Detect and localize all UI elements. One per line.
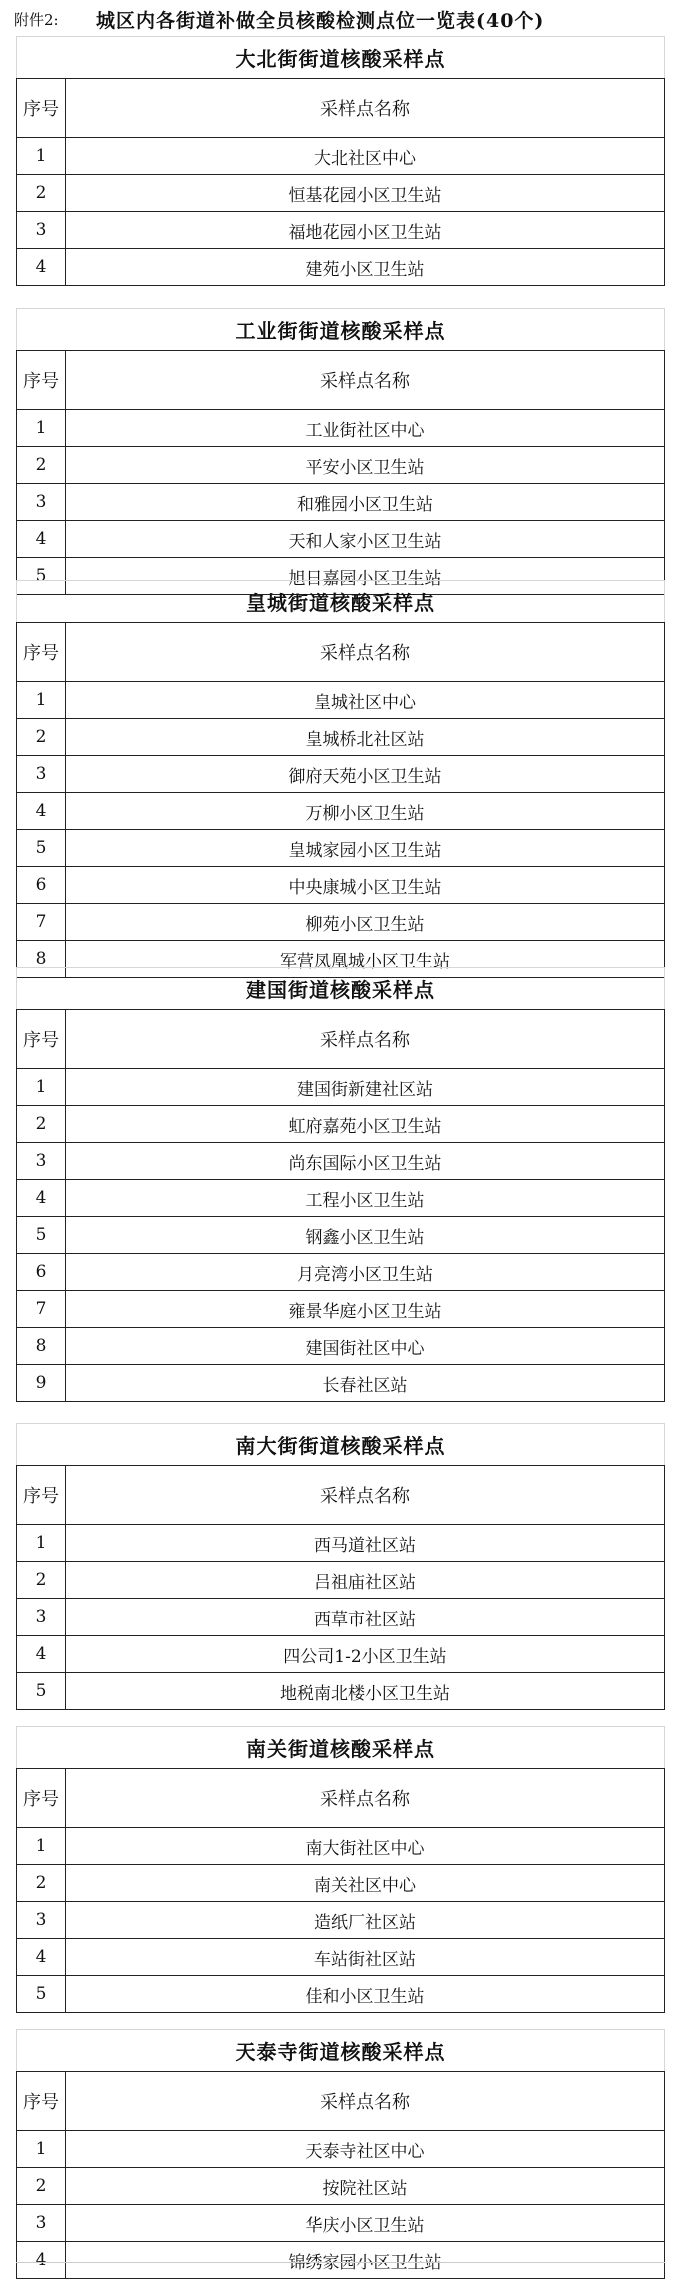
table-row	[17, 1143, 665, 1180]
row-number: 4	[17, 1636, 66, 1673]
table-header-row	[17, 623, 665, 682]
table-row	[17, 447, 665, 484]
site-name: 南大街社区中心	[66, 1828, 665, 1865]
site-name: 地税南北楼小区卫生站	[66, 1673, 665, 1710]
site-name: 西马道社区站	[66, 1525, 665, 1562]
table-row	[17, 521, 665, 558]
site-name: 四公司1-2小区卫生站	[66, 1636, 665, 1673]
row-number: 8	[17, 941, 66, 978]
table-row	[17, 1069, 665, 1106]
table-row	[17, 249, 665, 286]
column-header-name: 采样点名称	[66, 2072, 665, 2131]
section	[16, 36, 665, 286]
row-number: 4	[17, 521, 66, 558]
table-row	[17, 904, 665, 941]
column-header-no: 序号	[17, 351, 66, 410]
site-name: 福地花园小区卫生站	[66, 212, 665, 249]
row-number: 8	[17, 1328, 66, 1365]
table-row	[17, 1562, 665, 1599]
site-name: 佳和小区卫生站	[66, 1976, 665, 2013]
table-row	[17, 410, 665, 447]
row-number: 1	[17, 1525, 66, 1562]
site-name: 天和人家小区卫生站	[66, 521, 665, 558]
row-number: 4	[17, 2242, 66, 2279]
row-number: 2	[17, 1106, 66, 1143]
row-number: 4	[17, 793, 66, 830]
section	[16, 2029, 665, 2279]
site-name: 旭日嘉园小区卫生站	[66, 558, 665, 595]
table-header-row	[17, 79, 665, 138]
row-number: 3	[17, 1599, 66, 1636]
row-number: 3	[17, 1902, 66, 1939]
table-row	[17, 1673, 665, 1710]
site-name: 军营凤凰城小区卫生站	[66, 941, 665, 978]
column-header-no: 序号	[17, 1466, 66, 1525]
row-number: 3	[17, 756, 66, 793]
site-name: 柳苑小区卫生站	[66, 904, 665, 941]
column-header-name: 采样点名称	[66, 1466, 665, 1525]
row-number: 7	[17, 1291, 66, 1328]
row-number: 7	[17, 904, 66, 941]
table-row	[17, 1828, 665, 1865]
table-row	[17, 682, 665, 719]
row-number: 6	[17, 867, 66, 904]
row-number: 2	[17, 2168, 66, 2205]
table-row	[17, 2242, 665, 2279]
row-number: 1	[17, 2131, 66, 2168]
row-number: 2	[17, 719, 66, 756]
table-header-row	[17, 1769, 665, 1828]
site-name: 建苑小区卫生站	[66, 249, 665, 286]
table-row	[17, 2131, 665, 2168]
site-name: 皇城家园小区卫生站	[66, 830, 665, 867]
table-row	[17, 1217, 665, 1254]
site-name: 建国街新建社区站	[66, 1069, 665, 1106]
sampling-site-table	[16, 1768, 665, 2013]
site-name: 皇城社区中心	[66, 682, 665, 719]
table-row	[17, 1525, 665, 1562]
site-name: 钢鑫小区卫生站	[66, 1217, 665, 1254]
site-name: 御府天苑小区卫生站	[66, 756, 665, 793]
site-name: 中央康城小区卫生站	[66, 867, 665, 904]
table-row	[17, 1365, 665, 1402]
section-title: 天泰寺街道核酸采样点	[16, 2029, 665, 2071]
row-number: 3	[17, 1143, 66, 1180]
table-row	[17, 867, 665, 904]
site-name: 万柳小区卫生站	[66, 793, 665, 830]
site-name: 造纸厂社区站	[66, 1902, 665, 1939]
section-title: 建国街道核酸采样点	[16, 967, 665, 1009]
table-row	[17, 1865, 665, 1902]
column-header-name: 采样点名称	[66, 623, 665, 682]
row-number: 2	[17, 175, 66, 212]
section	[16, 580, 665, 978]
document-header	[0, 0, 677, 36]
section	[16, 967, 665, 1402]
row-number: 2	[17, 1865, 66, 1902]
table-row	[17, 1939, 665, 1976]
sampling-site-table	[16, 1465, 665, 1710]
row-number: 1	[17, 1828, 66, 1865]
row-number: 2	[17, 447, 66, 484]
table-header-row	[17, 1466, 665, 1525]
row-number: 1	[17, 1069, 66, 1106]
section-title: 南关街道核酸采样点	[16, 1726, 665, 1768]
row-number: 5	[17, 558, 66, 595]
table-row	[17, 1254, 665, 1291]
site-name: 雍景华庭小区卫生站	[66, 1291, 665, 1328]
site-name: 和雅园小区卫生站	[66, 484, 665, 521]
site-name: 工程小区卫生站	[66, 1180, 665, 1217]
section-title: 工业街街道核酸采样点	[16, 308, 665, 350]
table-row	[17, 793, 665, 830]
column-header-no: 序号	[17, 623, 66, 682]
row-number: 1	[17, 410, 66, 447]
sampling-site-table	[16, 350, 665, 595]
table-header-row	[17, 2072, 665, 2131]
row-number: 5	[17, 1217, 66, 1254]
site-name: 尚东国际小区卫生站	[66, 1143, 665, 1180]
section-title: 南大街街道核酸采样点	[16, 1423, 665, 1465]
column-header-no: 序号	[17, 79, 66, 138]
row-number: 1	[17, 682, 66, 719]
section-title: 皇城街道核酸采样点	[16, 580, 665, 622]
page-bottom-divider	[16, 2262, 665, 2263]
table-row	[17, 212, 665, 249]
site-name: 南关社区中心	[66, 1865, 665, 1902]
site-name: 建国街社区中心	[66, 1328, 665, 1365]
section	[16, 1423, 665, 1710]
row-number: 2	[17, 1562, 66, 1599]
row-number: 3	[17, 484, 66, 521]
row-number: 3	[17, 212, 66, 249]
site-name: 西草市社区站	[66, 1599, 665, 1636]
table-row	[17, 1599, 665, 1636]
site-name: 虹府嘉苑小区卫生站	[66, 1106, 665, 1143]
table-row	[17, 1106, 665, 1143]
row-number: 4	[17, 249, 66, 286]
table-row	[17, 1636, 665, 1673]
table-row	[17, 2168, 665, 2205]
site-name: 锦绣家园小区卫生站	[66, 2242, 665, 2279]
site-name: 天泰寺社区中心	[66, 2131, 665, 2168]
table-row	[17, 830, 665, 867]
site-name: 长春社区站	[66, 1365, 665, 1402]
site-name: 吕祖庙社区站	[66, 1562, 665, 1599]
row-number: 6	[17, 1254, 66, 1291]
sampling-site-table	[16, 2071, 665, 2279]
table-row	[17, 138, 665, 175]
row-number: 1	[17, 138, 66, 175]
sampling-site-table	[16, 1009, 665, 1402]
site-name: 皇城桥北社区站	[66, 719, 665, 756]
table-header-row	[17, 1010, 665, 1069]
table-row	[17, 1976, 665, 2013]
row-number: 3	[17, 2205, 66, 2242]
row-number: 4	[17, 1180, 66, 1217]
site-name: 车站街社区站	[66, 1939, 665, 1976]
attachment-label: 附件2:	[14, 11, 59, 29]
section	[16, 1726, 665, 2013]
site-name: 平安小区卫生站	[66, 447, 665, 484]
section	[16, 308, 665, 595]
column-header-name: 采样点名称	[66, 351, 665, 410]
table-row	[17, 1902, 665, 1939]
row-number: 5	[17, 830, 66, 867]
row-number: 9	[17, 1365, 66, 1402]
table-row	[17, 2205, 665, 2242]
row-number: 5	[17, 1673, 66, 1710]
table-row	[17, 175, 665, 212]
column-header-no: 序号	[17, 1769, 66, 1828]
row-number: 5	[17, 1976, 66, 2013]
column-header-name: 采样点名称	[66, 1010, 665, 1069]
table-row	[17, 484, 665, 521]
table-row	[17, 1328, 665, 1365]
sampling-site-table	[16, 78, 665, 286]
site-name: 恒基花园小区卫生站	[66, 175, 665, 212]
table-row	[17, 1291, 665, 1328]
table-row	[17, 1180, 665, 1217]
sampling-site-table	[16, 622, 665, 978]
table-row	[17, 719, 665, 756]
site-name: 按院社区站	[66, 2168, 665, 2205]
section-title: 大北街街道核酸采样点	[16, 36, 665, 78]
site-name: 月亮湾小区卫生站	[66, 1254, 665, 1291]
table-row	[17, 756, 665, 793]
document-title: 城区内各街道补做全员核酸检测点位一览表(40个)	[96, 10, 545, 32]
site-name: 华庆小区卫生站	[66, 2205, 665, 2242]
table-header-row	[17, 351, 665, 410]
row-number: 4	[17, 1939, 66, 1976]
column-header-no: 序号	[17, 1010, 66, 1069]
column-header-no: 序号	[17, 2072, 66, 2131]
site-name: 工业街社区中心	[66, 410, 665, 447]
column-header-name: 采样点名称	[66, 79, 665, 138]
site-name: 大北社区中心	[66, 138, 665, 175]
column-header-name: 采样点名称	[66, 1769, 665, 1828]
